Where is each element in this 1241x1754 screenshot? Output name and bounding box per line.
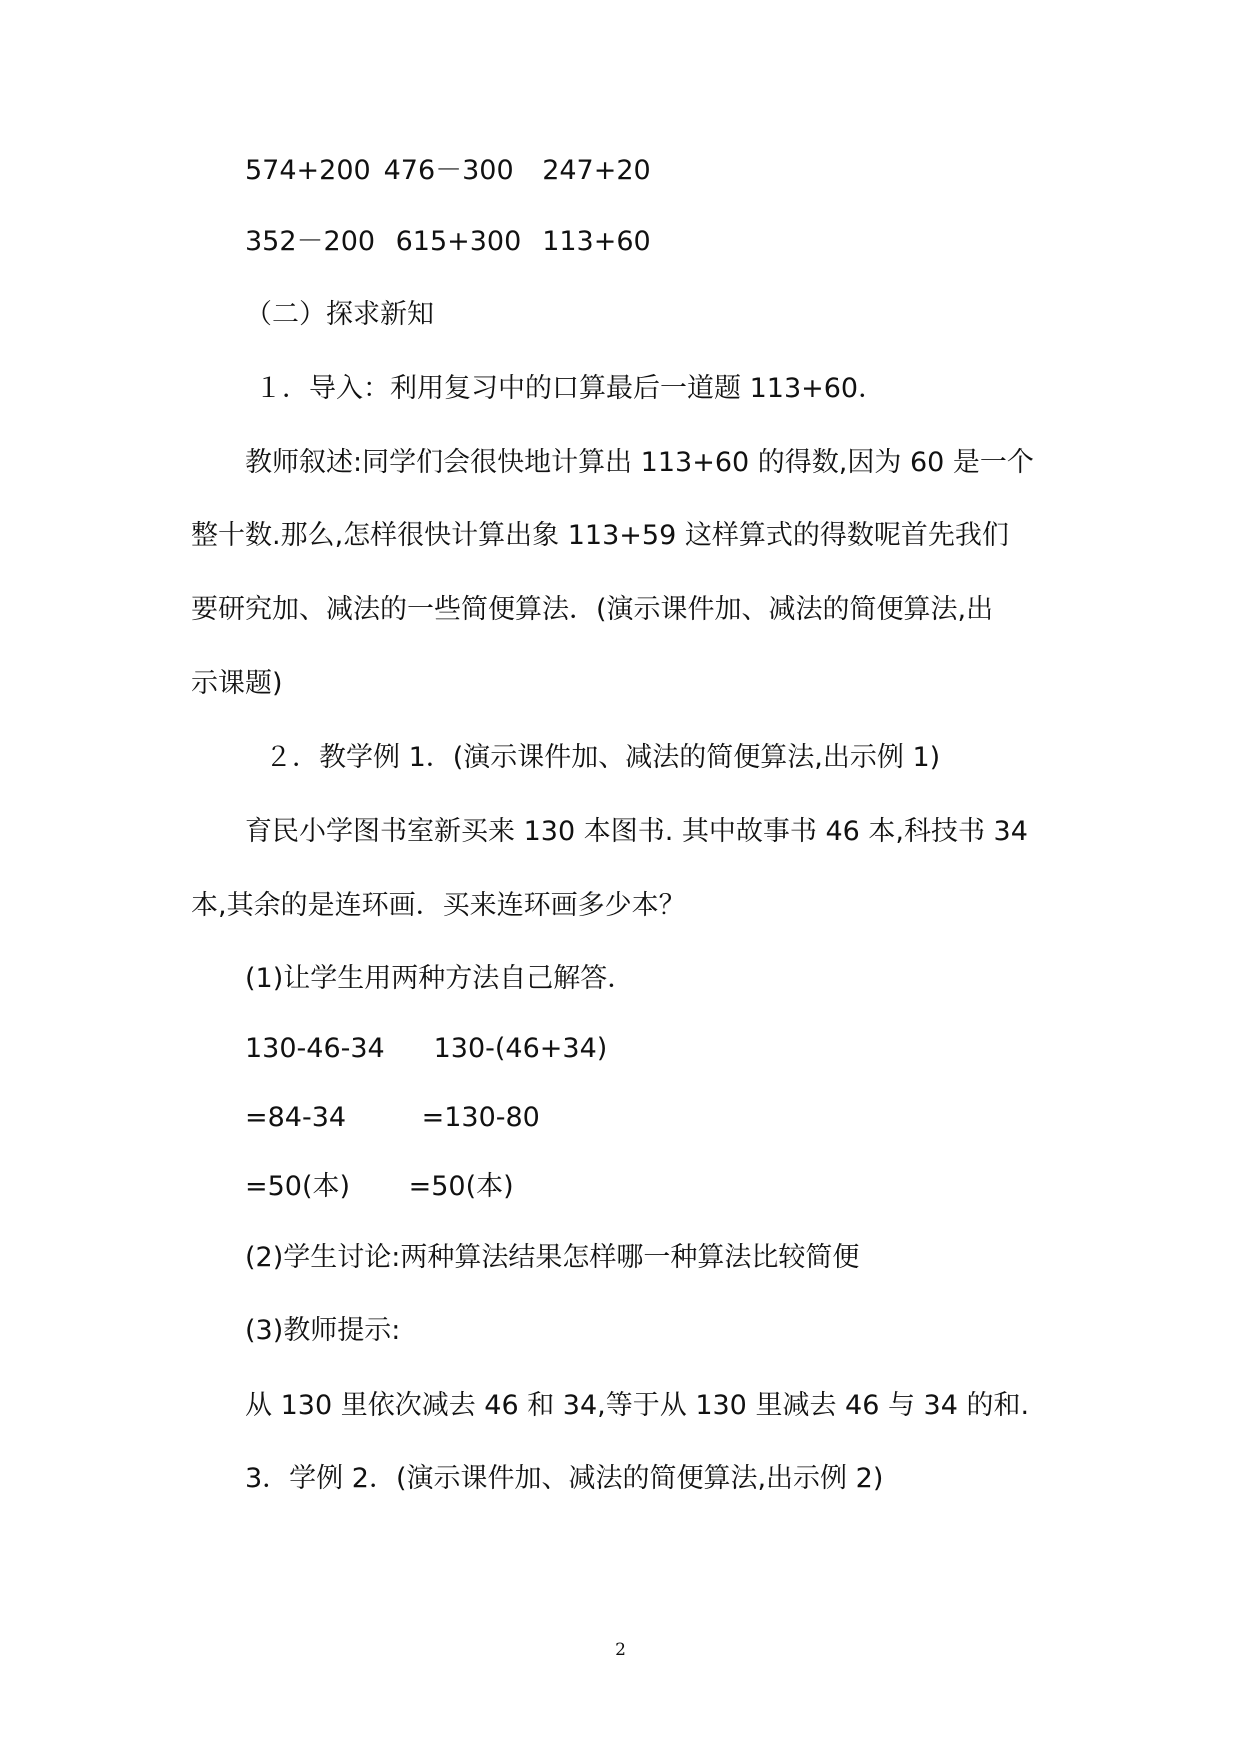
expression: 247+20 <box>542 155 651 186</box>
calc-row <box>245 1170 514 1204</box>
calc-method-a: 130-46-34 <box>245 1033 385 1064</box>
paragraph-line: 教师叙述:同学们会很快地计算出 113+60 的得数,因为 60 是一个 <box>245 447 1034 478</box>
calc-method-b: =130-80 <box>421 1102 540 1133</box>
item-2-example: ２．教学例 1．(演示课件加、减法的简便算法,出示例 1) <box>265 742 941 773</box>
expression: 615+300 <box>395 226 522 257</box>
calc-method-a: =84-34 <box>245 1102 347 1133</box>
teacher-hint: 从 130 里依次减去 46 和 34,等于从 130 里减去 46 与 34 的和. <box>245 1390 1030 1421</box>
paragraph-line: 整十数.那么,怎样很快计算出象 113+59 这样算式的得数呢首先我们 <box>191 520 1009 551</box>
paragraph-line: 要研究加、减法的一些简便算法．(演示课件加、减法的简便算法,出 <box>191 594 994 625</box>
mental-math-row-2 <box>245 225 651 259</box>
calc-method-b: 130-(46+34) <box>433 1033 608 1064</box>
item-3-example: 3．学例 2．(演示课件加、减法的简便算法,出示例 2) <box>245 1463 884 1494</box>
paragraph-line: 育民小学图书室新买来 130 本图书. 其中故事书 46 本,科技书 34 <box>245 816 1028 847</box>
expression: 113+60 <box>542 226 651 257</box>
paragraph-line: 示课题) <box>191 668 283 699</box>
mental-math-row-1 <box>245 154 651 188</box>
paragraph-line: 本,其余的是连环画．买来连环画多少本？ <box>191 890 686 921</box>
section-heading: （二）探求新知 <box>245 299 434 330</box>
calc-method-b: =50(本) <box>408 1171 514 1202</box>
expression: 476－300 <box>383 155 514 186</box>
calc-method-a: =50(本) <box>245 1171 351 1202</box>
expression: 352－200 <box>245 226 376 257</box>
item-1-intro: １．导入：利用复习中的口算最后一道题 113+60． <box>255 373 886 404</box>
calc-row <box>245 1101 540 1135</box>
step-1: (1)让学生用两种方法自己解答． <box>245 963 635 994</box>
page-number: 2 <box>615 1640 626 1660</box>
step-2: (2)学生讨论:两种算法结果怎样哪一种算法比较简便 <box>245 1242 860 1273</box>
step-3: (3)教师提示: <box>245 1315 401 1346</box>
expression: 574+200 <box>245 155 371 186</box>
calc-row <box>245 1032 607 1066</box>
